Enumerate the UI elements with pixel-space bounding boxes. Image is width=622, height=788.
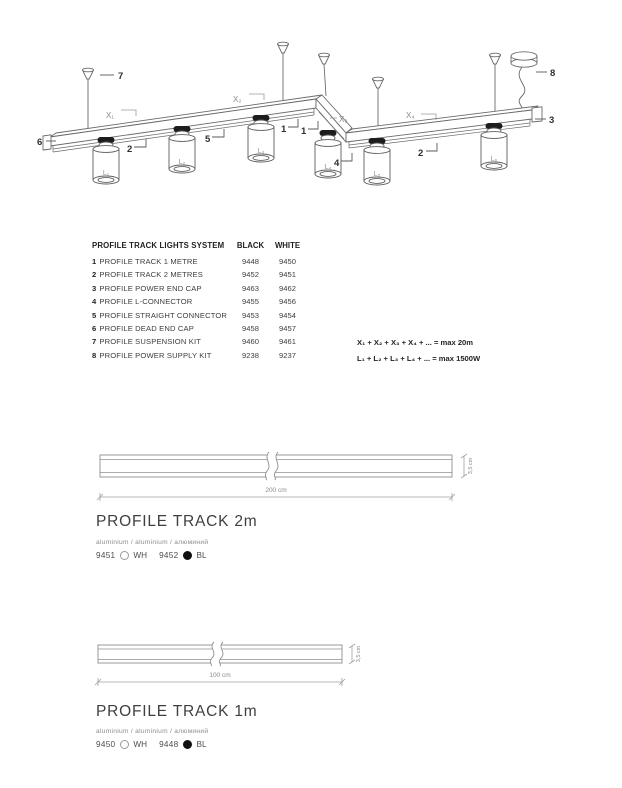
materials-2m: aluminium / aluminium / алюминий (96, 539, 209, 546)
label-l3: L₃ (257, 148, 265, 155)
callout-8: 8 (550, 68, 556, 79)
product-table (92, 241, 306, 364)
label-l5: L₅ (373, 171, 381, 178)
table-row: 8 PROFILE POWER SUPPLY KIT 9238 9237 (92, 350, 296, 360)
callout-7: 7 (118, 71, 124, 82)
callout-1a: 1 (281, 124, 287, 135)
callout-2b: 2 (418, 148, 424, 159)
codes-2m (96, 551, 207, 560)
white-color-dot (120, 740, 129, 749)
length-dimension-1m: 100 cm (209, 672, 231, 679)
white-color-dot (120, 551, 129, 560)
black-label-2m: BL (196, 551, 207, 560)
suspension-cone-icon (83, 42, 501, 88)
label-l2: L₂ (178, 159, 186, 166)
section-title-2m: PROFILE TRACK 2m (96, 513, 258, 530)
power-end-cap (532, 107, 542, 122)
table-row: 3 PROFILE POWER END CAP 9463 9462 (92, 283, 296, 293)
black-label-1m: BL (196, 740, 207, 749)
col-black: BLACK (236, 241, 265, 250)
col-white: WHITE (274, 241, 301, 250)
table-row: 5 PROFILE STRAIGHT CONNECTOR 9453 9454 (92, 310, 296, 320)
label-l1: L₁ (102, 170, 110, 177)
callout-4: 4 (334, 158, 340, 169)
label-x2: X₂ (233, 95, 242, 104)
code-white-1m: 9450 (96, 740, 116, 749)
note-max-length: X₁ + X₂ + X₃ + X₄ + ... = max 20m (357, 338, 474, 347)
label-l4: L₄ (324, 164, 332, 171)
materials-1m: aluminium / aluminium / алюминий (96, 728, 209, 735)
power-supply-icon (511, 52, 537, 112)
label-l6: L₆ (490, 156, 498, 163)
white-label-1m: WH (133, 740, 148, 749)
callout-1b: 1 (301, 126, 307, 137)
table-row: 4 PROFILE L-CONNECTOR 9455 9456 (92, 297, 296, 307)
table-row: 7 PROFILE SUSPENSION KIT 9460 9461 (92, 337, 296, 347)
white-label-2m: WH (133, 551, 148, 560)
callout-6: 6 (37, 137, 43, 148)
label-x4: X₄ (406, 111, 415, 120)
table-row: 1 PROFILE TRACK 1 METRE 9448 9450 (92, 257, 296, 266)
note-max-power: L₁ + L₂ + L₃ + L₄ + ... = max 1500W (357, 353, 481, 363)
code-white-2m: 9451 (96, 551, 116, 560)
callout-3: 3 (549, 115, 555, 126)
track-2m-drawing (0, 440, 622, 515)
callout-2a: 2 (127, 144, 133, 155)
table-row: 6 PROFILE DEAD END CAP 9458 9457 (92, 323, 296, 333)
black-color-dot (183, 740, 192, 749)
section-title-1m: PROFILE TRACK 1m (96, 703, 258, 720)
track-1m-drawing (0, 630, 622, 705)
capacity-notes (357, 335, 480, 366)
table-header (92, 241, 306, 257)
callout-5: 5 (205, 134, 211, 145)
codes-1m (96, 740, 207, 749)
table-title: PROFILE TRACK LIGHTS SYSTEM (92, 241, 225, 250)
code-black-2m: 9452 (159, 551, 179, 560)
height-dimension-2m: 3,5 cm (468, 457, 474, 475)
label-x1: X₁ (106, 111, 115, 120)
table-row: 2 PROFILE TRACK 2 METRES 9452 9451 (92, 270, 296, 280)
system-diagram (0, 0, 622, 235)
length-dimension-2m: 200 cm (265, 487, 287, 494)
dead-end-cap (43, 135, 51, 150)
black-color-dot (183, 551, 192, 560)
label-x3: X₃ (339, 115, 348, 124)
height-dimension-1m: 3,5 cm (356, 645, 362, 663)
code-black-1m: 9448 (159, 740, 179, 749)
